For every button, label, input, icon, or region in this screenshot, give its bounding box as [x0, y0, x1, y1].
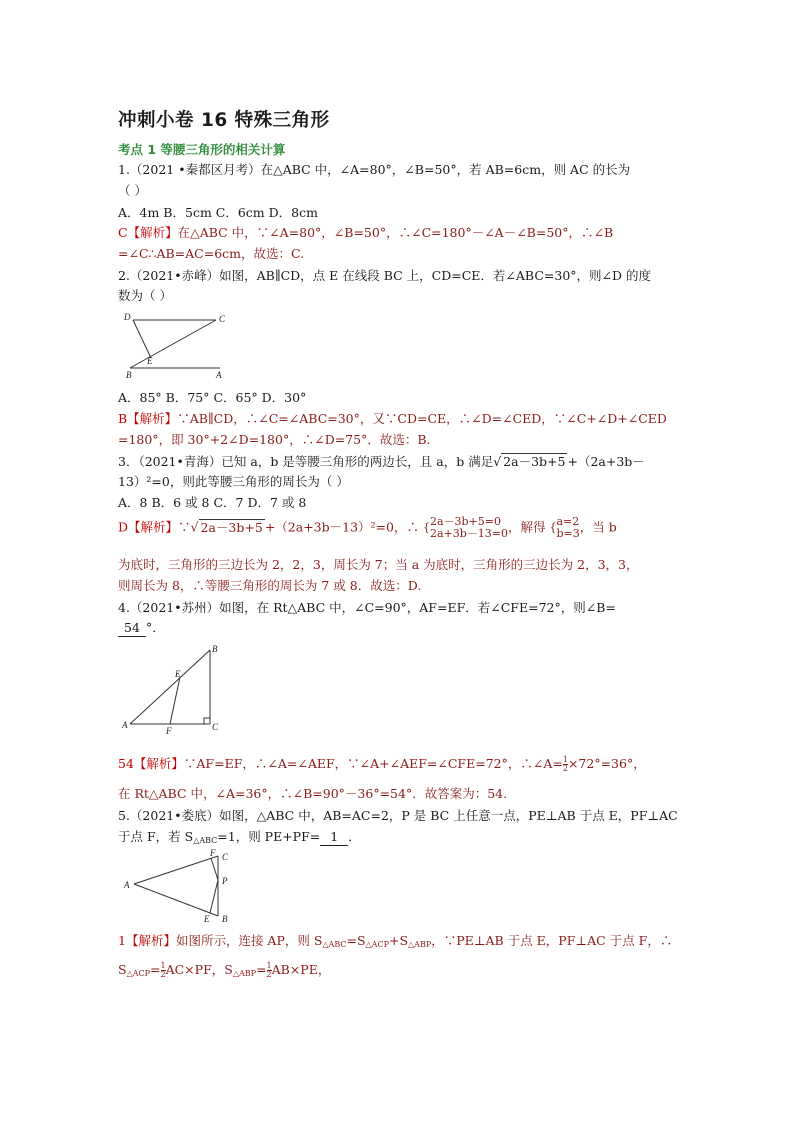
- q5-sub-acp-2: △ACP: [126, 969, 151, 978]
- q3-answer-line3: 则周长为 8，∴等腰三角形的周长为 7 或 8．故选：D.: [118, 578, 422, 593]
- q5-answer-line1: [118, 933, 672, 953]
- q1-answer-text: 在△ABC 中，∵∠A=80°，∠B=50°，∴∠C=180°－∠A－∠B=50°，∴∠B: [177, 225, 614, 240]
- q5-sub-abp: △ABP: [408, 940, 432, 949]
- q2-answer-tag: B【解析】: [118, 411, 178, 426]
- q5-figure: [118, 848, 228, 924]
- q3-answer-tag: D【解析】: [118, 519, 179, 535]
- q4-answer-text-b: ×72°=36°，: [567, 756, 646, 771]
- q5-answer-text-d: ，∵PE⊥AB 于点 E，PF⊥AC 于点 F，∴: [431, 933, 673, 948]
- q5-stem-text-c: ．: [348, 829, 361, 844]
- label-e: E: [204, 914, 210, 924]
- label-p: P: [222, 876, 228, 886]
- label-a: A: [122, 720, 128, 730]
- q1-answer-line1: [118, 225, 613, 241]
- label-a: A: [124, 880, 130, 890]
- label-d: D: [124, 312, 131, 322]
- fraction-numerator: 1: [160, 961, 166, 970]
- q4-answer-blank: 54: [118, 620, 146, 637]
- q2-options: A．85° B．75° C．65° D．30°: [118, 390, 307, 405]
- label-b: B: [222, 914, 228, 924]
- q3-because: ∵: [178, 519, 191, 535]
- label-c: C: [212, 722, 219, 732]
- section-heading: 考点 1 等腰三角形的相关计算: [118, 142, 286, 157]
- q3-answer-line1: D【解析】∵√ 2a－3b+5 +（2a+3b－13）²=0，∴ { 2a－3b+5=0 2a+3b－13=0 ，解得 { a=2 b=3 ，当 b: [118, 515, 617, 540]
- q4-answer-line1: [118, 756, 646, 773]
- q3-equation-system: { 2a－3b+5=0 2a+3b－13=0: [422, 515, 508, 540]
- solution-b: b=3: [556, 527, 580, 540]
- q2-answer-line2: =180°，即 30°+2∠D=180°，∴∠D=75°．故选：B.: [118, 432, 431, 447]
- q5-sub-abp-2: △ABP: [232, 969, 257, 978]
- system-eq2: 2a+3b－13=0: [429, 527, 508, 540]
- q5-eq-1: =: [150, 962, 161, 977]
- q5-answer-line2: [118, 962, 330, 982]
- q5-stem-line1: 5.（2021•娄底）如图，△ABC 中，AB=AC=2，P 是 BC 上任意一点，PE⊥AB 于点 E，PF⊥AC: [118, 808, 678, 823]
- q3-answer-text-b: +（2a+3b－13）²=0，∴: [264, 519, 419, 535]
- page-title: 冲刺小卷 16 特殊三角形: [118, 110, 330, 131]
- q5-answer-text-abpe: AB×PE，: [271, 962, 331, 977]
- q3-solution-system: { a=2 b=3: [549, 515, 580, 540]
- fraction-denominator: 2: [562, 764, 568, 773]
- q4-figure: [118, 640, 228, 740]
- q4-stem-tail: °．: [146, 620, 165, 635]
- q2-answer-text: ∵AB∥CD，∴∠C=∠ABC=30°，又∵CD=CE，∴∠D=∠CED，∵∠C+∠D+∠CED: [177, 411, 667, 426]
- label-c: C: [219, 314, 226, 324]
- q4-answer-tag: 54【解析】: [118, 756, 184, 771]
- q2-stem-line2: 数为（ ）: [118, 288, 172, 303]
- q5-answer-text-a: 如图所示，连接 AP，则 S: [175, 933, 323, 948]
- q3-stem-line2: 13）²=0，则此等腰三角形的周长为（ ）: [118, 474, 349, 489]
- q5-eq-2: =: [256, 962, 267, 977]
- q5-stem-line2: [118, 829, 361, 849]
- segment-ab: [130, 650, 210, 724]
- segment-pf: [211, 858, 218, 880]
- label-a: A: [216, 370, 222, 380]
- q5-sub-abc: △ABC: [322, 940, 347, 949]
- q3-stem-text-a: 3．（2021•青海）已知 a，b 是等腰三角形的两边长，且 a，b 满足: [118, 454, 494, 469]
- q5-stem-text-b: =1，则 PE+PF=: [217, 829, 321, 844]
- q3-stem-text-b: +（2a+3b－: [567, 454, 645, 469]
- fraction-numerator: 1: [266, 961, 272, 970]
- segment-ac: [134, 856, 218, 884]
- label-b: B: [212, 644, 218, 654]
- q5-answer-blank: 1: [320, 829, 348, 846]
- label-f: F: [166, 726, 172, 736]
- label-f: F: [210, 848, 216, 858]
- q5-answer-tag: 1【解析】: [118, 933, 176, 948]
- fraction-denominator: 2: [160, 970, 166, 979]
- q4-answer-line2: 在 Rt△ABC 中，∠A=36°，∴∠B=90°－36°=54°．故答案为：54.: [118, 786, 508, 801]
- label-c: C: [222, 852, 228, 862]
- segment-de: [133, 320, 151, 358]
- solution-a: a=2: [556, 515, 580, 528]
- q3-answer-line2: 为底时，三角形的三边长为 2，2，3，周长为 7；当 a 为底时，三角形的三边长为 2，3，3，: [118, 557, 639, 572]
- q3-sqrt-expression: 2a－3b+5: [503, 454, 566, 469]
- q5-subscript: △ABC: [193, 836, 218, 845]
- segment-pe: [210, 880, 218, 913]
- q5-stem-text-a: 于点 F，若 S: [118, 829, 194, 844]
- label-e: E: [175, 669, 181, 679]
- q4-answer-text-a: ∵AF=EF，∴∠A=∠AEF，∵∠A+∠AEF=∠CFE=72°，∴∠A=: [183, 756, 563, 771]
- q3-stem-line1: 3．（2021•青海）已知 a，b 是等腰三角形的两边长，且 a，b 满足√ 2a－3b+5 +（2a+3b－: [118, 454, 645, 469]
- fraction-numerator: 1: [562, 755, 568, 764]
- q2-answer-line1: [118, 411, 667, 427]
- q2-stem-line1: 2.（2021•赤峰）如图，AB∥CD，点 E 在线段 BC 上，CD=CE．若∠ABC=30°，则∠D 的度: [118, 268, 652, 283]
- q5-answer-text-b: =S: [346, 933, 366, 948]
- q5-answer-text-c: +S: [388, 933, 409, 948]
- q1-stem-line1: 1.（2021 •秦都区月考）在△ABC 中，∠A=80°，∠B=50°，若 AB=6cm，则 AC 的长为: [118, 162, 631, 177]
- q5-answer-text-acpf: AC×PF，S: [165, 962, 233, 977]
- segment-ef: [170, 677, 180, 724]
- q2-figure: [118, 308, 228, 380]
- q5-answer-text-s1: S: [118, 962, 127, 977]
- right-angle-mark: [204, 718, 210, 724]
- q3-answer-sqrt: 2a－3b+5: [200, 519, 263, 535]
- q3-answer-text-d: ，当 b: [579, 519, 617, 535]
- q1-answer-tag: C【解析】: [118, 225, 178, 240]
- q1-answer-line2: =∠C∴AB=AC=6cm，故选：C.: [118, 246, 305, 261]
- label-b: B: [126, 370, 132, 380]
- q4-stem-line2: [118, 620, 165, 637]
- segment-cb: [130, 320, 216, 368]
- segment-ab: [134, 884, 218, 916]
- q1-options: A．4m B．5cm C．6cm D．8cm: [118, 205, 318, 220]
- fraction-denominator: 2: [266, 970, 272, 979]
- q1-stem-line2: （ ）: [118, 183, 147, 198]
- q5-sub-acp: △ACP: [365, 940, 389, 949]
- system-eq1: 2a－3b+5=0: [429, 515, 501, 528]
- label-e: E: [147, 356, 153, 366]
- q4-stem-line1: 4.（2021•苏州）如图，在 Rt△ABC 中，∠C=90°，AF=EF．若∠CFE=72°，则∠B=: [118, 600, 616, 615]
- q3-options: A．8 B．6 或 8 C．7 D．7 或 8: [118, 495, 307, 510]
- q3-solve-text: ，解得: [507, 519, 546, 535]
